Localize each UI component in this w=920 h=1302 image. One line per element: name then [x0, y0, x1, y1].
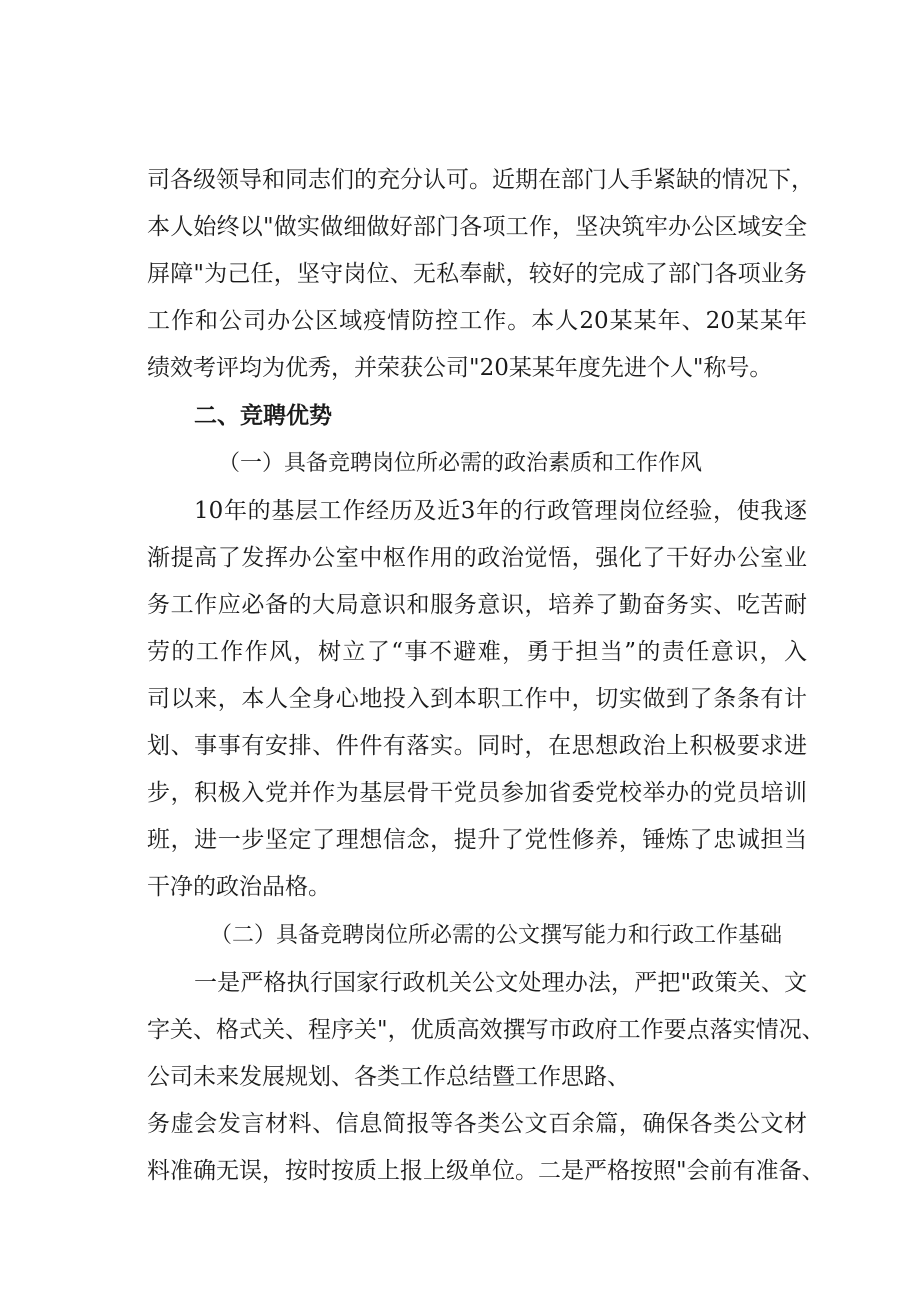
text-line: 务工作应必备的大局意识和服务意识，培养了勤奋务实、吃苦耐	[147, 592, 807, 618]
text-line: 司各级领导和同志们的充分认可。近期在部门人手紧缺的情况下，	[147, 167, 814, 193]
text-line: 字关、格式关、程序关"，优质高效撰写市政府工作要点落实情况、	[147, 1017, 825, 1043]
text-line: 屏障"为己任，坚守岗位、无私奉献，较好的完成了部门各项业务	[147, 261, 807, 287]
subheading: （二）具备竞聘岗位所必需的公文撰写能力和行政工作基础	[210, 923, 783, 948]
text-line: 劳的工作作风，树立了“事不避难，勇于担当”的责任意识，入	[147, 639, 807, 665]
text-line: 划、事事有安排、件件有落实。同时，在思想政治上积极要求进	[147, 733, 807, 759]
text-line: 料准确无误，按时按质上报上级单位。二是严格按照"会前有准备、	[147, 1158, 825, 1184]
text-line: 10年的基层工作经历及近3年的行政管理岗位经验，使我逐	[194, 498, 807, 524]
text-line: 司以来，本人全身心地投入到本职工作中，切实做到了条条有计	[147, 686, 807, 712]
text-line: 本人始终以"做实做细做好部门各项工作，坚决筑牢办公区域安全	[147, 214, 807, 240]
section-heading: 二、竞聘优势	[194, 403, 332, 429]
text-line: 务虚会发言材料、信息简报等各类公文百余篇，确保各类公文材	[147, 1111, 807, 1137]
text-line: 步，积极入党并作为基层骨干党员参加省委党校举办的党员培训	[147, 780, 807, 806]
subheading: （一）具备竞聘岗位所必需的政治素质和工作作风	[218, 451, 703, 476]
text-line: 绩效考评均为优秀，并荣获公司"20某某年度先进个人"称号。	[147, 355, 773, 381]
text-line: 公司未来发展规划、各类工作总结暨工作思路、	[147, 1064, 630, 1090]
text-line: 渐提高了发挥办公室中枢作用的政治觉悟，强化了干好办公室业	[147, 545, 807, 571]
text-line: 一是严格执行国家行政机关公文处理办法，严把"政策关、文	[194, 970, 807, 996]
text-line: 班，进一步坚定了理想信念，提升了党性修养，锤炼了忠诚担当	[147, 827, 807, 853]
text-line: 干净的政治品格。	[147, 874, 331, 900]
text-line: 工作和公司办公区域疫情防控工作。本人20某某年、20某某年	[147, 308, 807, 334]
